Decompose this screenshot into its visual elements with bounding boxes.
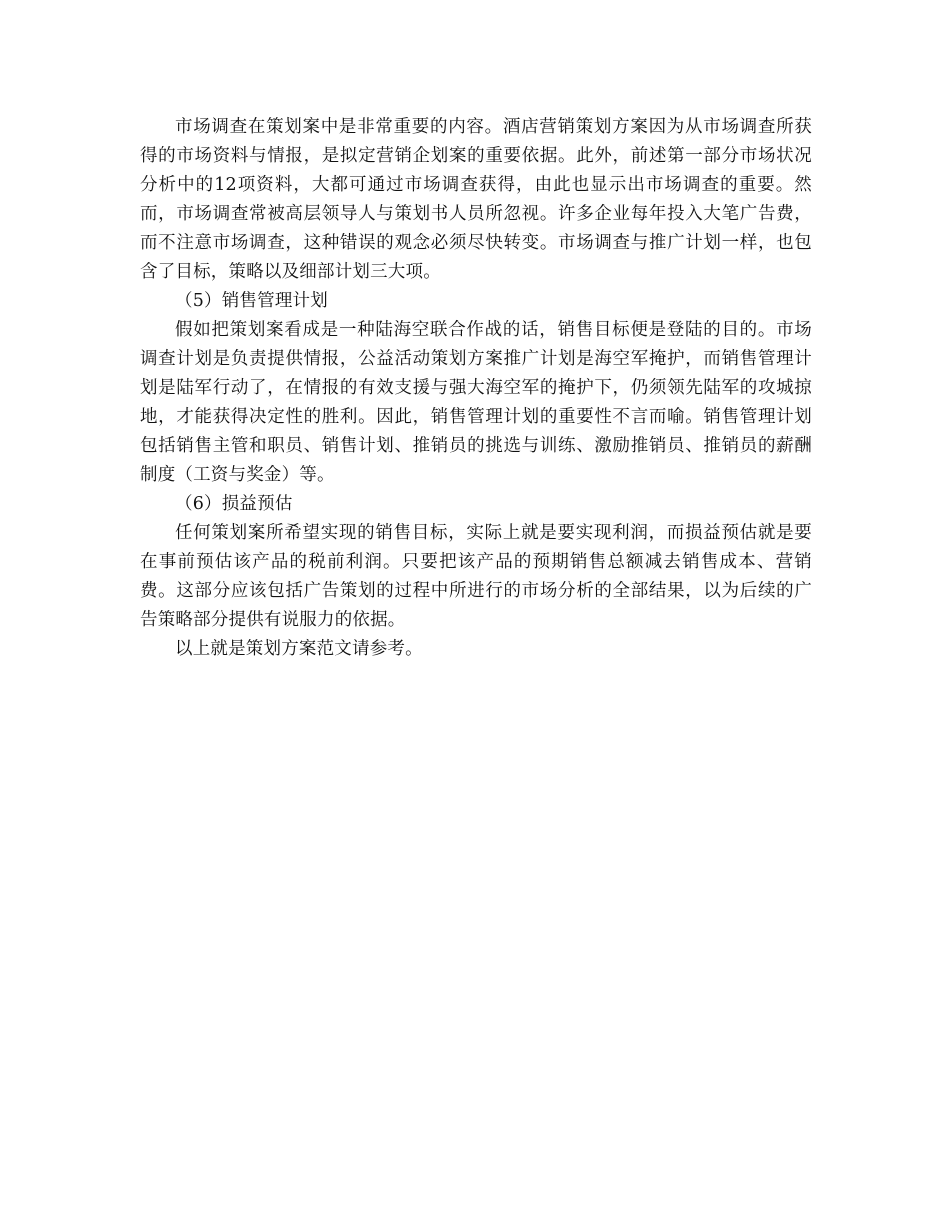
- heading-sales-management: （5）销售管理计划: [175, 291, 328, 311]
- paragraph-closing: 以上就是策划方案范文请参考。: [175, 639, 423, 659]
- heading-profit-loss-estimate: （6）损益预估: [175, 494, 293, 514]
- document-body: [140, 113, 812, 664]
- paragraph-market-research: 市场调查在策划案中是非常重要的内容。酒店营销策划方案因为从市场调查所获得的市场资料与情报，是拟定营销企划案的重要依据。此外，前述第一部分市场状况分析中的12项资料，大都可通过市场调查获得，由此也显示出市场调查的重要。然而，市场调查常被高层领导人与策划书人员所忽视。许多企业每年投入大笔广告费，而不注意市场调查，这种错误的观念必须尽快转变。市场调查与推广计划一样，也包含了目标，策略以及细部计划三大项。: [140, 117, 812, 282]
- paragraph-sales-management: 假如把策划案看成是一种陆海空联合作战的话，销售目标便是登陆的目的。市场调查计划是负责提供情报，公益活动策划方案推广计划是海空军掩护，而销售管理计划是陆军行动了，在情报的有效支援与强大海空军的掩护下，仍须领先陆军的攻城掠地，才能获得决定性的胜利。因此，销售管理计划的重要性不言而喻。销售管理计划包括销售主管和职员、销售计划、推销员的挑选与训练、激励推销员、推销员的薪酬制度（工资与奖金）等。: [140, 320, 812, 485]
- paragraph-profit-loss-estimate: 任何策划案所希望实现的销售目标，实际上就是要实现利润，而损益预估就是要在事前预估该产品的税前利润。只要把该产品的预期销售总额减去销售成本、营销费。这部分应该包括广告策划的过程中所进行的市场分析的全部结果，以为后续的广告策略部分提供有说服力的依据。: [140, 523, 812, 630]
